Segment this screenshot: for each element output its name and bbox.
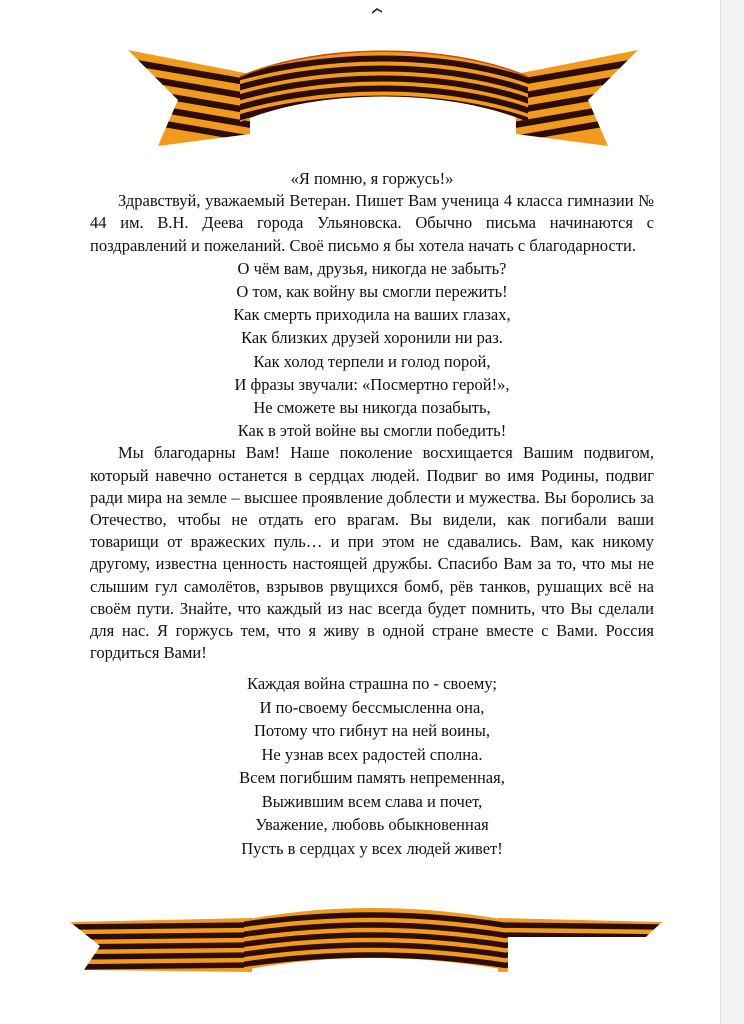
poem-line: И по-своему бессмысленна она, bbox=[259, 697, 485, 717]
white-patch bbox=[508, 937, 720, 1024]
poem-line: О чём вам, друзья, никогда не забыть? bbox=[237, 258, 507, 278]
scan-page-edge bbox=[720, 0, 744, 1024]
intro-paragraph: Здравствуй, уважаемый Ветеран. Пишет Вам ученица 4 класса гимназии № 44 им. В.Н. Деева города Ульяновска. Обычно письма начинаются с поздравлений и пожеланий. Своё письмо я бы хотела начать с благодарности. bbox=[90, 191, 654, 255]
poem-second bbox=[90, 672, 654, 860]
st-george-ribbon-top-icon bbox=[118, 38, 648, 148]
poem-line: О том, как войну вы смогли пережить! bbox=[236, 282, 508, 302]
poem-line: Как в этой войне вы смогли победить! bbox=[237, 421, 507, 441]
letter-title: «Я помню, я горжусь!» bbox=[290, 169, 454, 188]
scan-mark-icon bbox=[372, 8, 382, 14]
poem-line: Как холод терпели и голод порой, bbox=[253, 351, 491, 371]
poem-line: Всем погибшим память непременная, bbox=[239, 768, 505, 788]
poem-line: И фразы звучали: «Посмертно герой!», bbox=[234, 374, 510, 394]
poem-line: Не узнав всех радостей сполна. bbox=[261, 744, 483, 764]
poem-line: Пусть в сердцах у всех людей живет! bbox=[241, 838, 503, 858]
poem-line: Выжившим всем слава и почет, bbox=[261, 791, 483, 811]
poem-line: Потому что гибнут на ней воины, bbox=[254, 721, 490, 741]
poem-line: Уважение, любовь обыкновенная bbox=[255, 815, 489, 835]
poem-line: Не сможете вы никогда позабыть, bbox=[253, 398, 491, 418]
poem-first bbox=[90, 257, 654, 443]
body-paragraph: Мы благодарны Вам! Наше поколение восхищается Вашим подвигом, который навечно останется в сердцах людей. Подвиг во имя Родины, подвиг ради мира на земле – высшее проявление доблести и мужества. Вы боролись за Отечество, чтобы не отдать его врагам. Вы видели, как погибали ваши товарищи от вражеских пуль… и при этом не сдавались. Вам, как никому другому, известна ценность настоящей дружбы. Спасибо Вам за то, что мы не слышим гул самолётов, взрывов рвущихся бомб, рёв танков, рушащих всё на своём пути. Знайте, что каждый из нас всегда будет помнить, что Вы сделали для нас. Я горжусь тем, что я живу в одной стране вместе с Вами. Россия гордиться Вами! bbox=[90, 443, 654, 663]
letter-body bbox=[90, 168, 654, 860]
poem-line: Каждая война страшна по - своему; bbox=[247, 674, 497, 694]
poem-line: Как близких друзей хоронили ни раз. bbox=[241, 328, 503, 348]
poem-line: Как смерть приходила на ваших глазах, bbox=[233, 305, 511, 325]
